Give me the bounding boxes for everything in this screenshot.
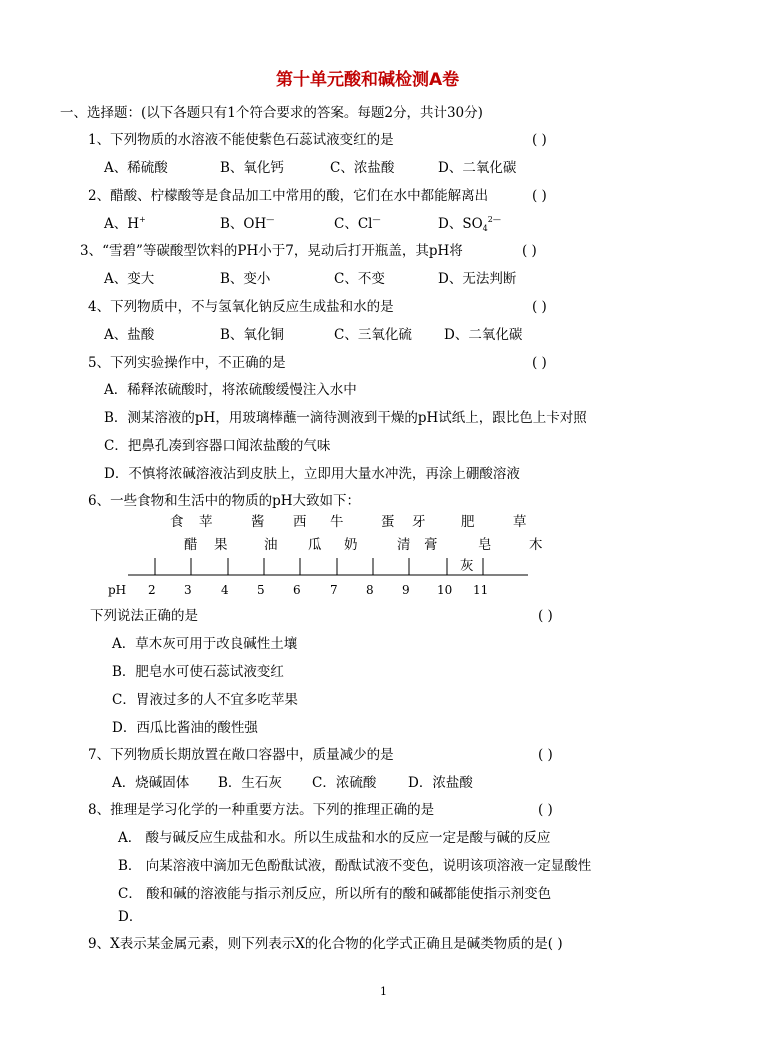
- q3-option-d: D、无法判断: [438, 271, 517, 287]
- answer-paren: ( ): [538, 802, 553, 818]
- page-title: 第十单元酸和碱检测A卷: [276, 70, 460, 90]
- ph-top-label: 蛋: [381, 514, 395, 530]
- answer-paren: ( ): [532, 355, 547, 371]
- q5-option-b: B．测某溶液的pH，用玻璃棒蘸一滴待测液到干燥的pH试纸上，跟比色上卡对照: [104, 410, 587, 426]
- ph-tick-label: 6: [293, 583, 301, 597]
- question-6-prompt: 下列说法正确的是: [90, 608, 198, 624]
- ph-top-label: 草: [513, 514, 527, 530]
- q2-option-d: D、$SO_4^{2—}$: [438, 215, 501, 233]
- ph-bottom-label: 油: [264, 537, 278, 553]
- ph-top-label: 酱: [251, 514, 265, 530]
- question-1-stem: 1、下列物质的水溶液不能使紫色石蕊试液变红的是: [88, 132, 394, 148]
- answer-paren: ( ): [538, 608, 553, 624]
- q4-option-b: B、氧化铜: [220, 327, 284, 343]
- page-number: 1: [380, 985, 387, 998]
- ph-top-label: 牛: [330, 514, 344, 530]
- ph-tick-label: 9: [402, 583, 410, 597]
- ph-bottom-label: 果: [214, 537, 228, 553]
- ph-top-label: 牙: [412, 514, 426, 530]
- answer-paren: ( ): [532, 188, 547, 204]
- q4-option-c: C、三氧化硫: [334, 327, 412, 343]
- q6-option-a: A．草木灰可用于改良碱性土壤: [112, 636, 298, 652]
- q5-option-a: A．稀释浓硫酸时，将浓硫酸缓慢注入水中: [104, 382, 357, 398]
- question-8-stem: 8、推理是学习化学的一种重要方法。下列的推理正确的是: [88, 802, 435, 818]
- ph-tick-label: 8: [366, 583, 374, 597]
- section-heading: 一、选择题：(以下各题只有1个符合要求的答案。每题2分，共计30分): [60, 105, 483, 121]
- ph-tick-label: 5: [257, 583, 265, 597]
- ph-bottom-label: 膏: [424, 537, 438, 553]
- q1-option-d: D、二氧化碳: [438, 160, 517, 176]
- q2-option-c: C、Cl—: [334, 215, 381, 232]
- answer-paren: ( ): [522, 243, 537, 259]
- q6-option-b: B．肥皂水可使石蕊试液变红: [112, 664, 284, 680]
- q5-option-d: D．不慎将浓碱溶液沾到皮肤上，立即用大量水冲洗，再涂上硼酸溶液: [104, 466, 520, 482]
- q7-option-d: D．浓盐酸: [408, 775, 473, 791]
- ph-bottom-label: 醋: [184, 537, 198, 553]
- ph-top-label: 食: [170, 514, 184, 530]
- ph-top-label: 苹: [199, 514, 213, 530]
- ph-tick-label: 10: [437, 583, 453, 597]
- q7-option-b: B．生石灰: [218, 775, 282, 791]
- ph-top-label: 西: [293, 514, 307, 530]
- ph-extra-label: 灰: [460, 558, 474, 574]
- question-7-stem: 7、下列物质长期放置在敞口容器中，质量减少的是: [88, 747, 394, 763]
- ph-axis-label: pH: [108, 583, 127, 597]
- q3-option-b: B、变小: [220, 271, 271, 287]
- q4-option-d: D、二氧化碳: [444, 327, 523, 343]
- ph-tick-label: 3: [184, 583, 192, 597]
- q5-option-c: C．把鼻孔凑到容器口闻浓盐酸的气味: [104, 438, 331, 454]
- ph-bottom-label: 皂: [478, 537, 492, 553]
- q2-option-a: A、H+: [104, 215, 146, 232]
- ph-bottom-label: 木: [529, 537, 543, 553]
- question-4-stem: 4、下列物质中，不与氢氧化钠反应生成盐和水的是: [88, 299, 394, 315]
- answer-paren: ( ): [532, 132, 547, 148]
- q3-option-a: A、变大: [104, 271, 155, 287]
- q8-option-b: B． 向某溶液中滴加无色酚酞试液，酚酞试液不变色，说明该项溶液一定显酸性: [118, 858, 592, 874]
- ph-bottom-label: 奶: [344, 537, 358, 553]
- question-6-stem: 6、一些食物和生活中的物质的pH大致如下：: [88, 493, 361, 509]
- q1-option-c: C、浓盐酸: [330, 160, 395, 176]
- ph-tick-label: 4: [221, 583, 229, 597]
- ph-tick-label: 11: [473, 583, 489, 597]
- question-9-stem: 9、X表示某金属元素，则下列表示X的化合物的化学式正确且是碱类物质的是( ): [88, 936, 563, 952]
- question-2-stem: 2、醋酸、柠檬酸等是食品加工中常用的酸，它们在水中都能解离出: [88, 188, 489, 204]
- ph-bottom-label: 清: [397, 537, 411, 553]
- answer-paren: ( ): [538, 747, 553, 763]
- ph-tick-label: 2: [148, 583, 156, 597]
- question-3-stem: 3、“雪碧”等碳酸型饮料的PH小于7，晃动后打开瓶盖，其pH将: [80, 243, 463, 259]
- q2-option-b: B、OH—: [220, 215, 275, 232]
- q8-option-c: C． 酸和碱的溶液能与指示剂反应，所以所有的酸和碱都能使指示剂变色: [118, 886, 552, 902]
- q7-option-c: C．浓硫酸: [312, 775, 377, 791]
- q6-option-c: C．胃液过多的人不宜多吃苹果: [112, 692, 298, 708]
- q1-option-a: A、稀硫酸: [104, 160, 168, 176]
- ph-bottom-label: 瓜: [308, 537, 322, 553]
- question-5-stem: 5、下列实验操作中，不正确的是: [88, 355, 286, 371]
- ph-tick-label: 7: [330, 583, 338, 597]
- q4-option-a: A、盐酸: [104, 327, 155, 343]
- q8-option-a: A． 酸与碱反应生成盐和水。所以生成盐和水的反应一定是酸与碱的反应: [118, 830, 551, 846]
- q8-option-d: D．: [118, 909, 143, 925]
- q3-option-c: C、不变: [334, 271, 385, 287]
- answer-paren: ( ): [532, 299, 547, 315]
- q7-option-a: A．烧碱固体: [112, 775, 190, 791]
- ph-top-label: 肥: [461, 514, 475, 530]
- q1-option-b: B、氧化钙: [220, 160, 284, 176]
- q6-option-d: D．西瓜比酱油的酸性强: [112, 720, 258, 736]
